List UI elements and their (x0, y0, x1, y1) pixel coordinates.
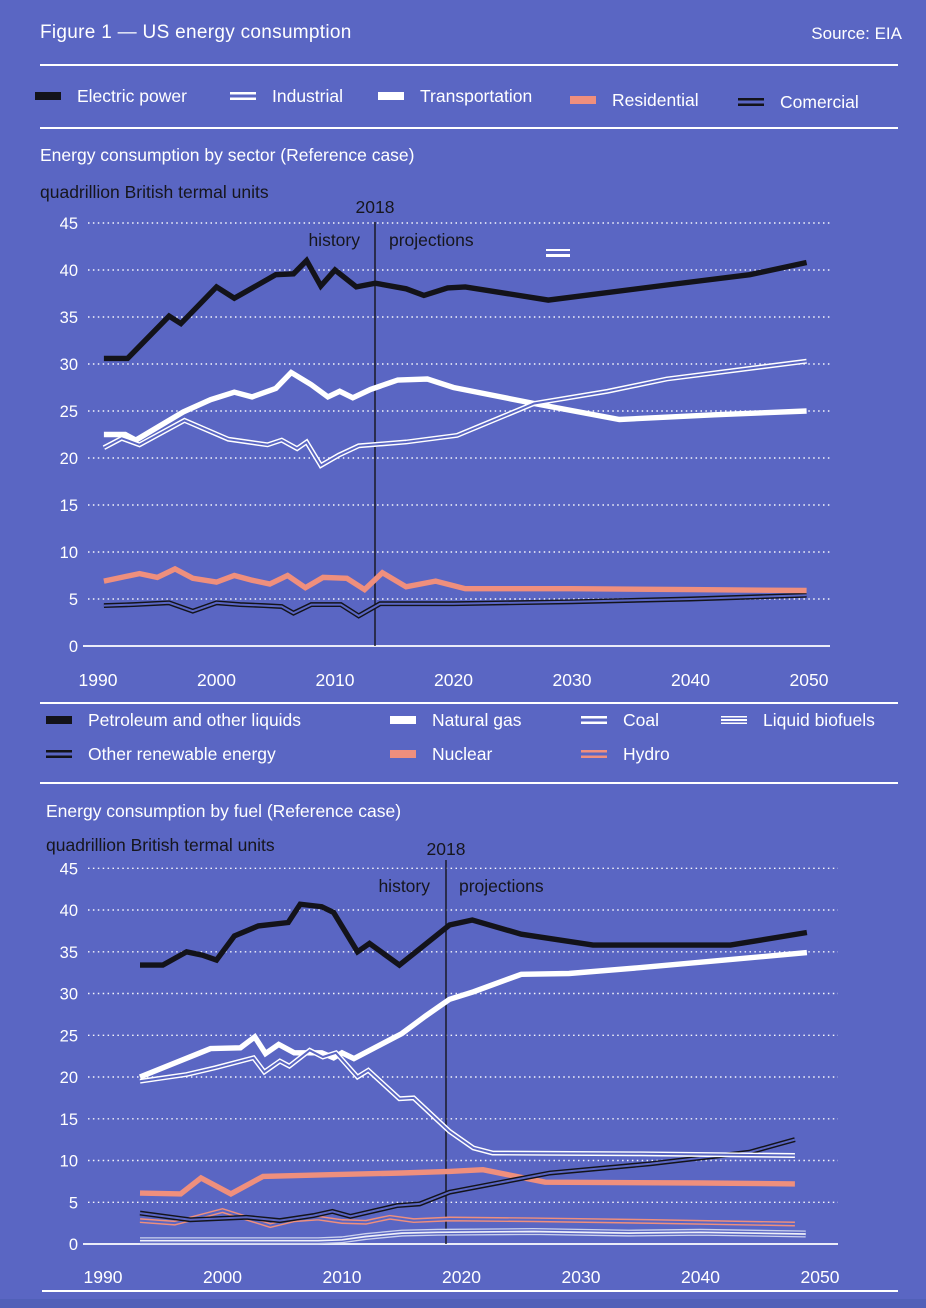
y-tick-label: 25 (59, 1027, 78, 1046)
sector-chart-title: Energy consumption by sector (Reference case) (40, 145, 415, 165)
fuel-chart-projections-label: projections (459, 876, 544, 896)
petroleum-swatch-icon (46, 716, 72, 724)
x-tick-label: 1990 (78, 670, 118, 690)
series-line-electric-power (104, 261, 807, 359)
fuel-chart (60, 860, 840, 1287)
legend-item-electric-power (35, 84, 187, 108)
comercial-swatch-icon (738, 98, 764, 106)
x-tick-label: 2010 (315, 670, 355, 690)
legend-item-liquid-biofuels (721, 708, 875, 732)
y-tick-label: 0 (68, 638, 78, 656)
series-line-coal (140, 1050, 795, 1155)
legend-item-transportation (378, 84, 532, 108)
y-tick-label: 35 (59, 943, 78, 962)
series-line-residential (104, 569, 807, 591)
sector-chart-projections-label: projections (389, 230, 474, 250)
transportation-swatch-icon (378, 92, 404, 100)
legend-label: Electric power (77, 85, 187, 106)
legend-item-petroleum (46, 708, 301, 732)
legend-label: Industrial (272, 85, 344, 106)
sector-legend (0, 84, 926, 116)
x-tick-label: 2030 (561, 1267, 601, 1287)
fuel-legend-bottom-divider (40, 782, 898, 784)
sector-chart (60, 215, 830, 690)
legend-item-other-renewable (46, 742, 276, 766)
y-tick-label: 45 (59, 215, 78, 233)
legend-divider (40, 127, 898, 129)
liquid-biofuels-swatch-icon (721, 716, 747, 724)
x-tick-label: 2020 (442, 1267, 481, 1287)
series-line-coal (140, 1050, 795, 1155)
y-tick-label: 0 (68, 1236, 78, 1254)
x-tick-label: 2040 (681, 1267, 720, 1287)
sector-chart-divider-year: 2018 (355, 197, 395, 217)
legend-label: Coal (623, 709, 659, 730)
x-tick-label: 2010 (322, 1267, 362, 1287)
y-tick-label: 15 (59, 1110, 78, 1129)
x-tick-label: 2000 (203, 1267, 242, 1287)
y-tick-label: 30 (59, 985, 78, 1004)
fuel-chart-title: Energy consumption by fuel (Reference case) (46, 801, 402, 821)
y-tick-label: 20 (59, 1069, 78, 1087)
series-line-petroleum-and-other-liquids (140, 904, 807, 965)
y-tick-label: 20 (59, 450, 78, 468)
x-tick-label: 2020 (434, 670, 473, 690)
natural-gas-swatch-icon (390, 716, 416, 724)
fuel-legend (0, 708, 926, 778)
y-tick-label: 15 (59, 497, 78, 515)
sector-chart-history-label: history (308, 230, 360, 250)
y-tick-label: 10 (59, 1152, 78, 1171)
coal-swatch-icon (581, 716, 607, 724)
fuel-legend-top-divider (40, 702, 898, 704)
footer-strip (0, 1299, 926, 1308)
stray-mark-artifact (546, 249, 570, 257)
residential-swatch-icon (570, 96, 596, 104)
series-line-natural-gas (140, 953, 807, 1077)
y-tick-label: 45 (59, 860, 78, 879)
industrial-swatch-icon (230, 92, 256, 100)
x-tick-label: 1990 (83, 1267, 123, 1287)
hydro-swatch-icon (581, 750, 607, 758)
legend-label: Comercial (780, 91, 859, 112)
legend-label: Transportation (420, 85, 533, 106)
y-tick-label: 5 (68, 1194, 78, 1213)
legend-item-natural-gas (390, 708, 522, 732)
legend-item-hydro (581, 742, 670, 766)
electric-power-swatch-icon (35, 92, 61, 100)
fuel-chart-divider-year: 2018 (426, 839, 466, 859)
source-label: Source: EIA (811, 24, 902, 43)
legend-item-coal (581, 708, 659, 732)
sector-chart-unit-label: quadrillion British termal units (40, 182, 269, 202)
legend-item-nuclear (390, 742, 492, 766)
y-tick-label: 5 (68, 591, 78, 609)
series-line-other-renewable-energy (140, 1140, 795, 1221)
legend-label: Liquid biofuels (763, 709, 875, 730)
legend-label: Hydro (623, 743, 670, 764)
legend-label: Natural gas (432, 709, 522, 730)
legend-label: Residential (612, 89, 699, 110)
series-line-other-renewable-energy (140, 1140, 795, 1221)
legend-item-industrial (230, 84, 343, 108)
y-tick-label: 35 (59, 309, 78, 327)
legend-label: Nuclear (432, 743, 493, 764)
x-tick-label: 2050 (789, 670, 829, 690)
bottom-divider (42, 1290, 898, 1292)
legend-item-residential (570, 88, 699, 112)
nuclear-swatch-icon (390, 750, 416, 758)
legend-item-comercial (738, 90, 859, 114)
fuel-chart-history-label: history (378, 876, 430, 896)
header-divider (40, 64, 898, 66)
figure-title: Figure 1 — US energy consumption (40, 22, 352, 43)
y-tick-label: 40 (59, 902, 78, 920)
legend-label: Petroleum and other liquids (88, 709, 302, 730)
x-tick-label: 2000 (197, 670, 236, 690)
other-renewable-swatch-icon (46, 750, 72, 758)
legend-label: Other renewable energy (88, 743, 276, 764)
y-tick-label: 10 (59, 544, 78, 562)
fuel-chart-unit-label: quadrillion British termal units (46, 835, 275, 855)
y-tick-label: 30 (59, 356, 78, 374)
x-tick-label: 2030 (552, 670, 592, 690)
y-tick-label: 25 (59, 403, 78, 421)
x-tick-label: 2040 (671, 670, 710, 690)
y-tick-label: 40 (59, 262, 78, 280)
x-tick-label: 2050 (800, 1267, 840, 1287)
